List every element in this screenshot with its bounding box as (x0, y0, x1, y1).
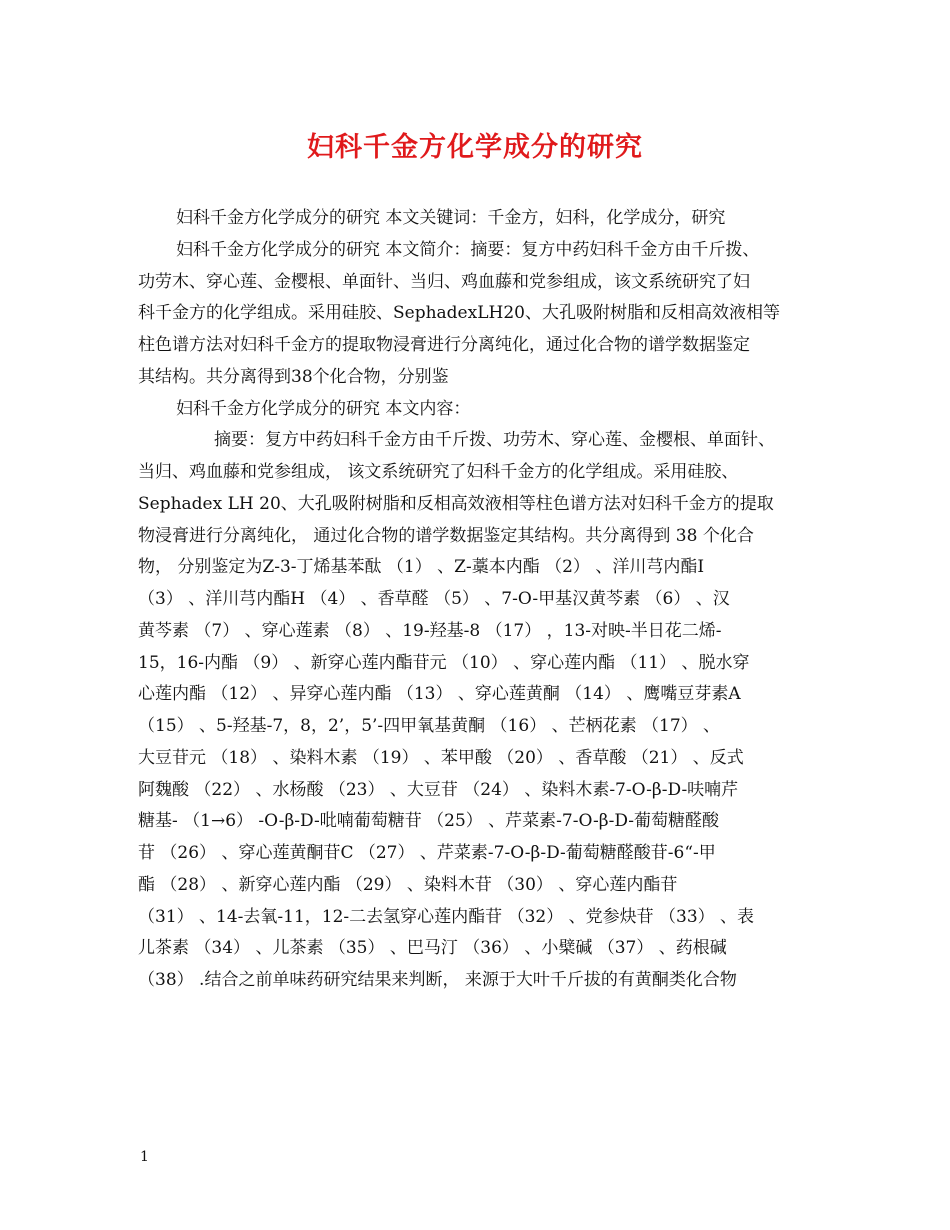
document-title: 妇科千金方化学成分的研究 (307, 132, 643, 163)
text-line: 大豆苷元 （18） 、染料木素 （19） 、苯甲酸 （20） 、香草酸 （21） 、反式 (138, 747, 744, 768)
content-heading-line: 妇科千金方化学成分的研究 本文内容： (176, 398, 471, 419)
text-line: 柱色谱方法对妇科千金方的提取物浸膏进行分离纯化，通过化合物的谱学数据鉴定 (138, 335, 750, 355)
text-line: 15，16-内酯 （9） 、新穿心莲内酯苷元 （10） 、穿心莲内酯 （11） 、脱水穿 (138, 652, 750, 673)
text-line: 物浸膏进行分离纯化， 通过化合物的谱学数据鉴定其结构。共分离得到 38 个化合 (138, 525, 754, 546)
text-line: 物， 分别鉴定为Z-3-丁烯基苯酞 （1） 、Z-藁本内酯 （2） 、洋川芎内酯Ⅰ (138, 557, 705, 578)
page-number: 1 (140, 1149, 149, 1165)
text-line: 功劳木、穿心莲、金樱根、单面针、当归、鸡血藤和党参组成，该文系统研究了妇 (138, 271, 750, 292)
text-line: 阿魏酸 （22） 、水杨酸 （23） 、大豆苷 （24） 、染料木素-7-O-β-D-呋喃芹 (138, 779, 739, 800)
text-line: 其结构。共分离得到38个化合物，分别鉴 (138, 366, 449, 387)
text-line: 糖基- （1→6） -O-β-D-吡喃葡萄糖苷 （25） 、芹菜素-7-O-β-D-葡萄糖醛酸 (138, 811, 720, 832)
text-line: （3） 、洋川芎内酯H （4） 、香草醛 （5） 、7-O-甲基汉黄芩素 （6） 、汉 (138, 589, 730, 609)
text-line: （15） 、5-羟基-7，8，2’，5’-四甲氧基黄酮 （16） 、芒柄花素 （17） 、 (138, 716, 721, 736)
text-line: 心莲内酯 （12） 、异穿心莲内酯 （13） 、穿心莲黄酮 （14） 、鹰嘴豆芽素A (138, 684, 741, 705)
text-line: 科千金方的化学组成。采用硅胶、SephadexLH20、大孔吸附树脂和反相高效液相等 (138, 303, 780, 324)
text-line: （31） 、14-去氧-11，12-二去氢穿心莲内酯苷 （32） 、党参炔苷 （33） 、表 (138, 906, 755, 927)
text-line: 苷 （26） 、穿心莲黄酮苷C （27） 、芹菜素-7-O-β-D-葡萄糖醛酸苷-6“-甲 (138, 843, 716, 863)
text-line: 黄芩素 （7） 、穿心莲素 （8） 、19-羟基-8 （17） ，13-对映-半日花二烯- (138, 620, 722, 641)
text-line: （38） .结合之前单味药研究结果来判断， 来源于大叶千斤拔的有黄酮类化合物 (138, 970, 737, 990)
text-line: 当归、鸡血藤和党参组成， 该文系统研究了妇科千金方的化学组成。采用硅胶、 (138, 462, 739, 482)
text-line: 酯 （28） 、新穿心莲内酯 （29） 、染料木苷 （30） 、穿心莲内酯苷 (138, 874, 678, 895)
keywords-line: 妇科千金方化学成分的研究 本文关键词：千金方，妇科，化学成分，研究 (176, 208, 726, 228)
text-line: Sephadex LH 20、大孔吸附树脂和反相高效液相等柱色谱方法对妇科千金方的提取 (138, 493, 774, 514)
summary-line: 妇科千金方化学成分的研究 本文简介：摘要：复方中药妇科千金方由千斤拨、 (176, 239, 760, 260)
text-line: 儿茶素 （34） 、儿茶素 （35） 、巴马汀 （36） 、小檗碱 （37） 、药根碱 (138, 938, 727, 959)
document-body (138, 203, 818, 997)
abstract-line: 摘要：复方中药妇科千金方由千斤拨、功劳木、穿心莲、金樱根、单面针、 (214, 430, 775, 451)
